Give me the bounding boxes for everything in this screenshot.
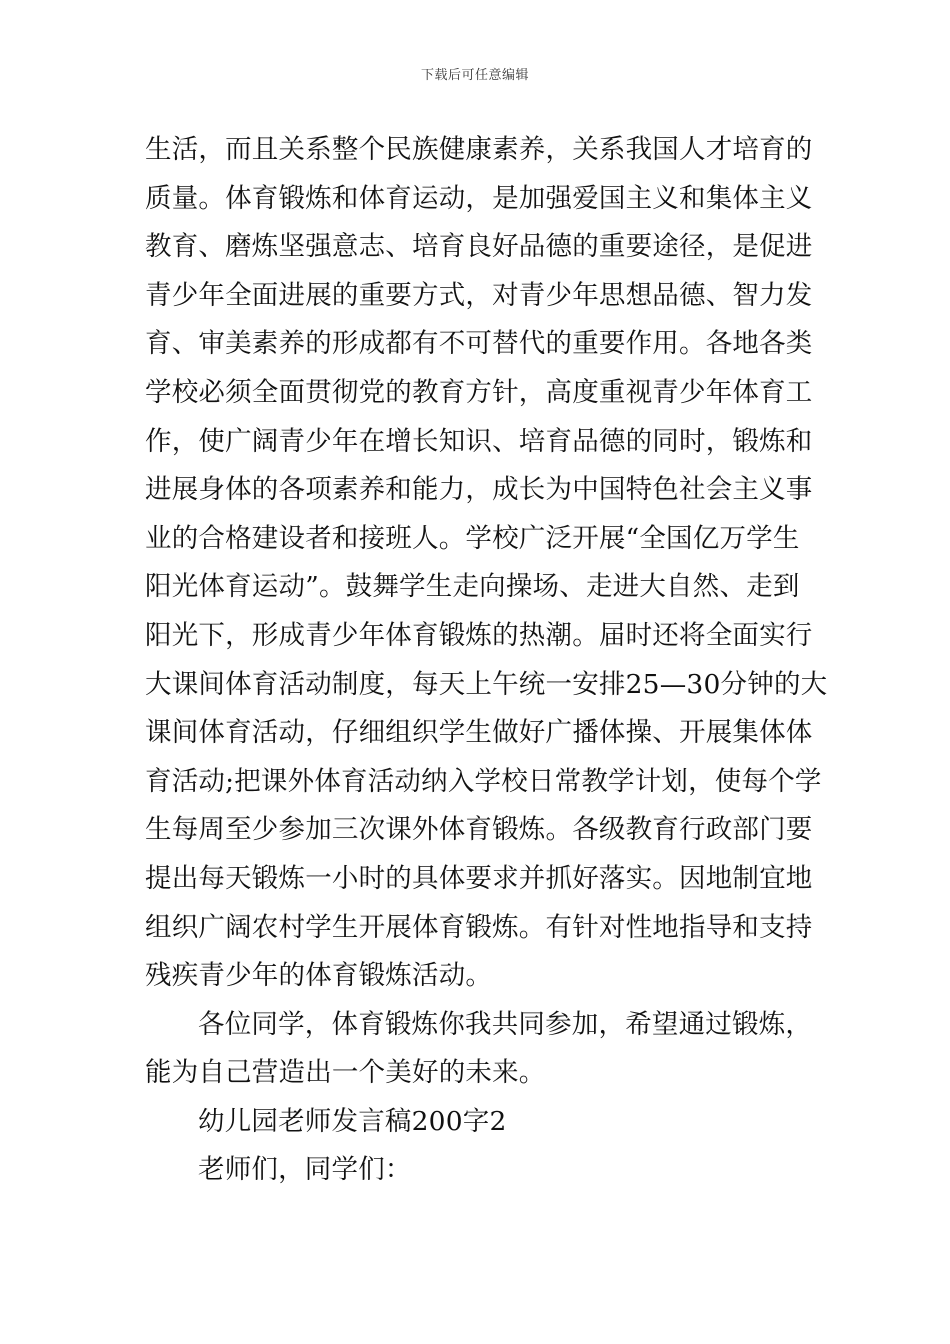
text-line: 大课间体育活动制度，每天上午统一安排25—30分钟的大 xyxy=(145,668,828,700)
text-line: 各位同学，体育锻炼你我共同参加，希望通过锻炼， xyxy=(198,1008,813,1040)
text-line: 育、审美素养的形成都有不可替代的重要作用。各地各类 xyxy=(145,328,813,360)
text-line: 生活，而且关系整个民族健康素养，关系我国人才培育的 xyxy=(145,134,813,165)
text-line: 能为自己营造出一个美好的未来。 xyxy=(145,1057,546,1089)
salutation: 老师们，同学们： xyxy=(198,1154,412,1186)
text-line: 生每周至少参加三次课外体育锻炼。各级教育行政部门要 xyxy=(145,814,813,846)
text-line: 青少年全面进展的重要方式，对青少年思想品德、智力发 xyxy=(145,279,813,311)
text-line: 课间体育活动，仔细组织学生做好广播体操、开展集体体 xyxy=(145,717,813,749)
text-line: 教育、磨炼坚强意志、培育良好品德的重要途径，是促进 xyxy=(145,231,813,263)
text-line: 残疾青少年的体育锻炼活动。 xyxy=(145,960,493,992)
text-line: 提出每天锻炼一小时的具体要求并抓好落实。因地制宜地 xyxy=(145,862,813,894)
text-line: 组织广阔农村学生开展体育锻炼。有针对性地指导和支持 xyxy=(145,911,813,943)
paragraph-1 xyxy=(145,126,828,1001)
text-line: 进展身体的各项素养和能力，成长为中国特色社会主义事 xyxy=(145,474,813,506)
text-line: 阳光体育运动”。鼓舞学生走向操场、走进大自然、走到 xyxy=(145,571,800,603)
paragraph-2 xyxy=(145,1001,813,1098)
page-header-note: 下载后可任意编辑 xyxy=(420,68,529,83)
document-body xyxy=(145,126,828,1195)
text-line: 作，使广阔青少年在增长知识、培育品德的同时，锻炼和 xyxy=(145,425,813,457)
text-line: 质量。体育锻炼和体育运动，是加强爱国主义和集体主义 xyxy=(145,182,813,214)
text-line: 学校必须全面贯彻党的教育方针，高度重视青少年体育工 xyxy=(145,376,813,408)
section-title: 幼儿园老师发言稿200字2 xyxy=(198,1105,507,1137)
text-line: 阳光下，形成青少年体育锻炼的热潮。届时还将全面实行 xyxy=(145,619,813,651)
text-line: 育活动;把课外体育活动纳入学校日常教学计划，使每个学 xyxy=(145,765,822,797)
text-line: 业的合格建设者和接班人。学校广泛开展“全国亿万学生 xyxy=(145,522,800,554)
